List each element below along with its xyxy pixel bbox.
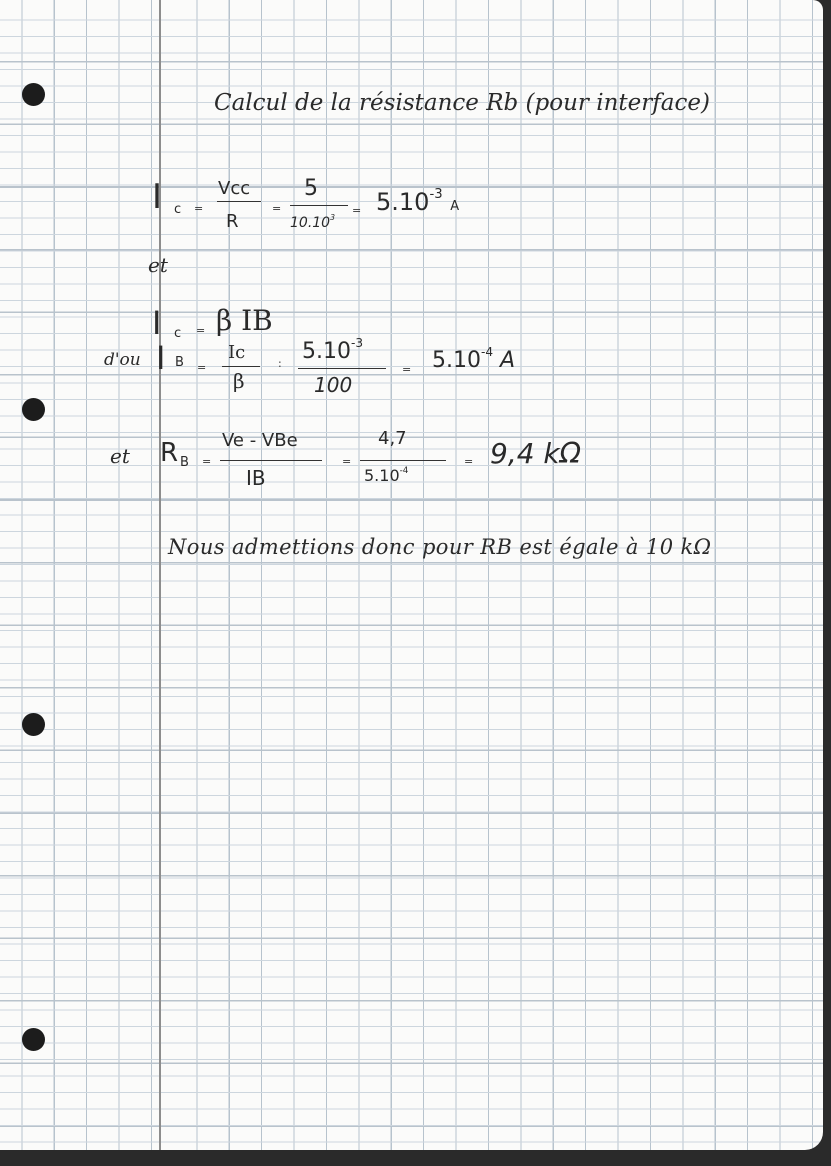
eq3-result: $5.10^{-4}$ A — [432, 345, 516, 373]
eq4-f2-num: 4,7 — [378, 428, 407, 449]
eq4-result: 9,4 kΩ — [490, 437, 582, 470]
equals-sign: = — [197, 361, 207, 374]
punch-hole — [22, 713, 45, 736]
fraction-line — [222, 366, 260, 367]
punch-hole — [22, 1028, 45, 1051]
eq1-f1-num: Vcc — [218, 178, 251, 199]
eq2-lhs-sub: c — [174, 326, 182, 341]
fraction-line — [298, 368, 386, 369]
scan-bottom-edge — [0, 1150, 831, 1166]
prefix-dou: d'ou — [104, 350, 141, 370]
eq3-f1-num: Ic — [228, 342, 246, 363]
eq4-lhs-sub: B — [180, 455, 189, 470]
equals-sign: = — [402, 363, 412, 376]
fraction-line — [290, 205, 348, 206]
eq1-result: $5.10^{-3}$ A — [376, 187, 460, 216]
equals-sign: = — [196, 324, 206, 337]
equals-sign: = — [272, 202, 282, 215]
eq4-lhs: R — [160, 438, 179, 468]
eq3-lhs: I — [156, 339, 166, 377]
eq3-lhs-sub: B — [175, 355, 184, 370]
eq3-f2-den: 100 — [314, 373, 353, 397]
equals-sign: = — [464, 455, 474, 468]
eq4-f1-den: IB — [246, 466, 266, 490]
eq4-f2-den: $5.10^{-4}$ — [364, 465, 409, 485]
colon-sign: : — [278, 357, 282, 370]
equals-sign: = — [202, 455, 212, 468]
equals-sign: = — [352, 204, 362, 217]
eq4-f1-num: Ve - VBe — [222, 430, 298, 451]
fraction-line — [220, 460, 322, 461]
eq1-f2-num: 5 — [304, 176, 318, 201]
connector-et: et — [148, 253, 168, 277]
eq1-f1-den: R — [226, 211, 239, 232]
eq1-f2-den: 10.10$^3$ — [290, 213, 335, 231]
eq3-f1-den: β — [233, 369, 245, 393]
equals-sign: = — [342, 455, 352, 468]
equals-sign: = — [194, 202, 204, 215]
page-title: Calcul de la résistance Rb (pour interface) — [214, 90, 710, 116]
fraction-line — [217, 201, 261, 202]
eq3-f2-num: $5.10^{-3}$ — [302, 336, 364, 364]
punch-hole — [22, 83, 45, 106]
eq1-lhs-sub: c — [174, 202, 182, 217]
eq2-rhs: β IB — [216, 304, 273, 337]
margin-line — [159, 0, 161, 1150]
eq1-lhs: I — [152, 177, 163, 217]
eq2-lhs: I — [152, 304, 162, 342]
punch-hole — [22, 398, 45, 421]
conclusion-text: Nous admettions donc pour RB est égale à 10 kΩ — [168, 535, 712, 559]
prefix-et: et — [110, 444, 130, 468]
fraction-line — [360, 460, 446, 461]
